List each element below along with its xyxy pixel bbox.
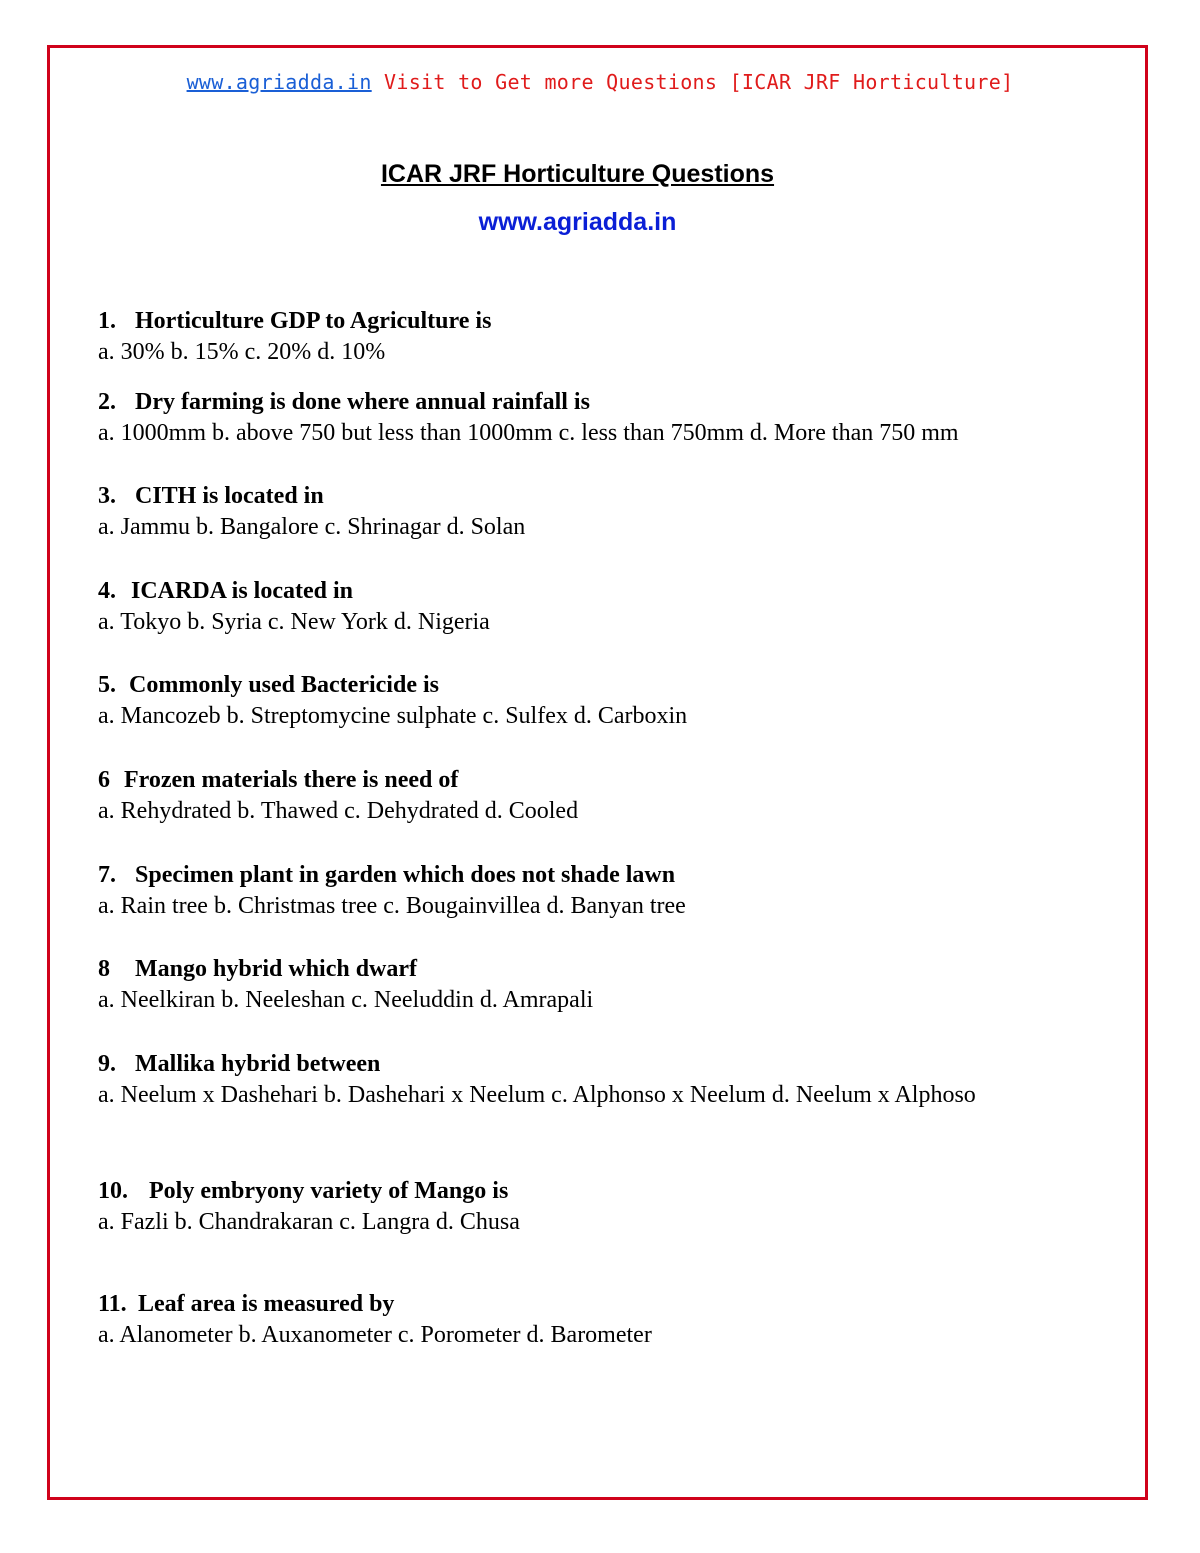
question-number: 11. bbox=[98, 1291, 127, 1317]
question-options: a. Neelkiran b. Neeleshan c. Neeluddin d. Amrapali bbox=[98, 987, 594, 1013]
question-number: 9. bbox=[98, 1051, 116, 1077]
question-text bbox=[98, 1289, 1058, 1320]
question-number: 8 bbox=[98, 956, 110, 982]
question-prompt: CITH is located in bbox=[135, 483, 324, 509]
question-options: a. 30% b. 15% c. 20% d. 10% bbox=[98, 339, 386, 365]
question-text bbox=[98, 387, 1058, 418]
question-options: a. Fazli b. Chandrakaran c. Langra d. Chusa bbox=[98, 1209, 520, 1235]
question-prompt: Dry farming is done where annual rainfall is bbox=[135, 389, 590, 415]
question-prompt: Mallika hybrid between bbox=[135, 1051, 381, 1077]
question-options: a. Jammu b. Bangalore c. Shrinagar d. Solan bbox=[98, 514, 526, 540]
question-prompt: ICARDA is located in bbox=[131, 578, 354, 604]
question-number: 1. bbox=[98, 308, 116, 334]
question-options: a. Tokyo b. Syria c. New York d. Nigeria bbox=[98, 609, 490, 635]
question-8 bbox=[98, 954, 1058, 1016]
question-prompt: Mango hybrid which dwarf bbox=[135, 956, 418, 982]
question-5 bbox=[98, 670, 1058, 732]
question-options: a. Neelum x Dashehari b. Dashehari x Neelum c. Alphonso x Neelum d. Neelum x Alphoso bbox=[98, 1082, 976, 1108]
question-2 bbox=[98, 387, 1058, 449]
question-text bbox=[98, 1049, 1058, 1080]
question-text bbox=[98, 306, 1058, 337]
question-prompt: Commonly used Bactericide is bbox=[129, 672, 439, 698]
question-text bbox=[98, 1176, 1058, 1207]
question-prompt: Specimen plant in garden which does not shade lawn bbox=[135, 862, 676, 888]
question-options: a. Rain tree b. Christmas tree c. Bougainvillea d. Banyan tree bbox=[98, 893, 686, 919]
question-6 bbox=[98, 765, 1058, 827]
question-options: a. Rehydrated b. Thawed c. Dehydrated d. Cooled bbox=[98, 798, 579, 824]
document-title: ICAR JRF Horticulture Questions bbox=[380, 160, 775, 188]
question-text bbox=[98, 860, 1058, 891]
question-number: 4. bbox=[98, 578, 116, 604]
header-link[interactable]: www.agriadda.in bbox=[186, 70, 372, 94]
question-3 bbox=[98, 481, 1058, 543]
question-prompt: Frozen materials there is need of bbox=[124, 767, 459, 793]
question-4 bbox=[98, 576, 1058, 638]
question-10 bbox=[98, 1176, 1058, 1238]
question-11 bbox=[98, 1289, 1058, 1351]
question-text bbox=[98, 765, 1058, 796]
question-prompt: Poly embryony variety of Mango is bbox=[149, 1178, 509, 1204]
question-number: 3. bbox=[98, 483, 116, 509]
question-number: 7. bbox=[98, 862, 116, 888]
question-text bbox=[98, 576, 1058, 607]
question-number: 10. bbox=[98, 1178, 128, 1204]
question-options: a. 1000mm b. above 750 but less than 1000mm c. less than 750mm d. More than 750 mm bbox=[98, 420, 959, 446]
question-number: 6 bbox=[98, 767, 110, 793]
header-text: Visit to Get more Questions [ICAR JRF Horticulture] bbox=[371, 70, 1014, 94]
question-number: 2. bbox=[98, 389, 116, 415]
question-options: a. Mancozeb b. Streptomycine sulphate c. Sulfex d. Carboxin bbox=[98, 703, 688, 729]
question-text bbox=[98, 670, 1058, 701]
question-text bbox=[98, 481, 1058, 512]
question-prompt: Leaf area is measured by bbox=[138, 1291, 395, 1317]
question-number: 5. bbox=[98, 672, 116, 698]
question-prompt: Horticulture GDP to Agriculture is bbox=[135, 308, 492, 334]
question-text bbox=[98, 954, 1058, 985]
question-9 bbox=[98, 1049, 1058, 1111]
document-site-link[interactable]: www.agriadda.in bbox=[478, 208, 677, 236]
question-1 bbox=[98, 306, 1058, 368]
header-banner bbox=[0, 70, 1200, 94]
question-options: a. Alanometer b. Auxanometer c. Porometer d. Barometer bbox=[98, 1322, 652, 1348]
question-7 bbox=[98, 860, 1058, 922]
